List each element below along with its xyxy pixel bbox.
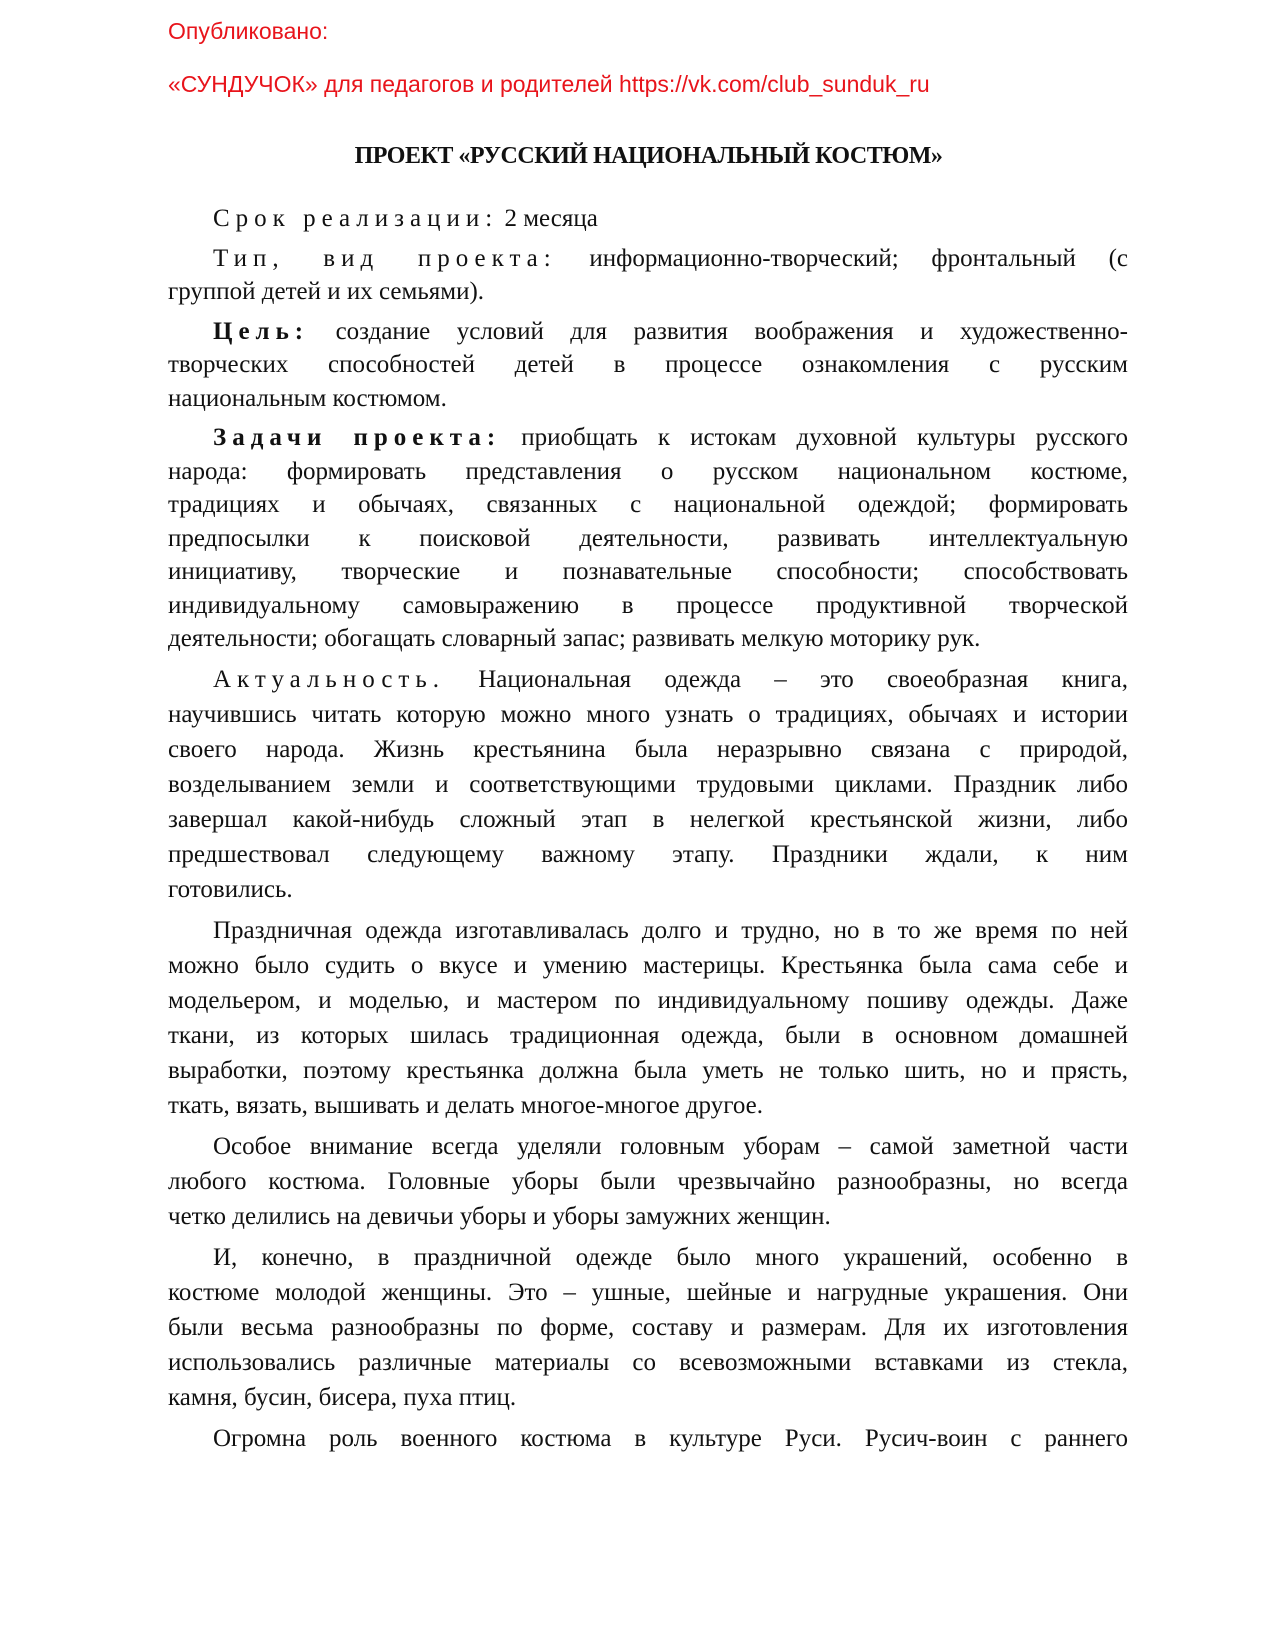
text-line: [168, 275, 1128, 309]
line-text: предшествовал следующему важному этапу. Праздники ждали, к ним: [168, 840, 1128, 868]
line-text: любого костюма. Головные уборы были чрезвычайно разнообразны, но всегда: [168, 1167, 1128, 1195]
text-line: [168, 202, 1128, 236]
text-line: [168, 1088, 1128, 1123]
line-text: Национальная одежда – это своеобразная книга,: [445, 665, 1128, 693]
line-text: 2 месяца: [498, 205, 598, 232]
text-line: [168, 948, 1128, 983]
document-title: ПРОЕКТ «РУССКИЙ НАЦИОНАЛЬНЫЙ КОСТЮМ»: [354, 143, 943, 169]
line-text: выработки, поэтому крестьянка должна была уметь не только шить, но и прясть,: [168, 1056, 1128, 1084]
line-text: группой детей и их семьями).: [168, 278, 485, 305]
line-text: костюме молодой женщины. Это – ушные, шейные и нагрудные украшения. Они: [168, 1278, 1128, 1306]
line-text: деятельности; обогащать словарный запас; развивать мелкую моторику рук.: [168, 625, 981, 652]
line-text: создание условий для развития воображения и художественно-: [309, 317, 1128, 345]
text-line: [168, 555, 1128, 589]
line-text: своего народа. Жизнь крестьянина была неразрывно связана с природой,: [168, 735, 1128, 763]
paragraph-label: Тип, вид проекта:: [213, 244, 557, 272]
text-line: [168, 421, 1128, 455]
line-text: использовались различные материалы со всевозможными вставками из стекла,: [168, 1348, 1128, 1376]
line-text: предпосылки к поисковой деятельности, развивать интеллектуальную: [168, 524, 1128, 552]
text-line: [168, 732, 1128, 767]
paragraph-label: Срок реализации:: [213, 205, 499, 232]
text-line: [168, 1345, 1128, 1380]
paragraph-label: Цель:: [213, 317, 310, 345]
text-line: [168, 348, 1128, 382]
line-text: инициативу, творческие и познавательные способности; способствовать: [168, 558, 1128, 585]
line-text: можно было судить о вкусе и умению мастерицы. Крестьянка была сама себе и: [168, 951, 1128, 979]
line-text: Праздничная одежда изготавливалась долго и трудно, но в то же время по ней: [213, 916, 1128, 944]
text-line: [168, 697, 1128, 732]
paragraph: [168, 421, 1128, 656]
text-line: [168, 315, 1128, 349]
line-text: И, конечно, в праздничной одежде было много украшений, особенно в: [213, 1243, 1128, 1271]
text-line: [168, 382, 1128, 416]
text-line: [168, 913, 1128, 948]
line-text: Огромна роль военного костюма в культуре Руси. Русич-воин с раннего: [213, 1424, 1128, 1452]
published-source: «СУНДУЧОК» для педагогов и родителей https://vk.com/club_sunduk_ru: [168, 71, 930, 97]
line-text: готовились.: [168, 875, 293, 903]
line-text: Особое внимание всегда уделяли головным уборам – самой заметной части: [213, 1132, 1128, 1160]
text-line: [168, 1421, 1128, 1456]
text-line: [168, 872, 1128, 907]
line-text: информационно-творческий; фронтальный (с: [556, 244, 1128, 272]
text-line: [168, 455, 1128, 489]
paragraph: [168, 913, 1128, 1123]
line-text: творческих способностей детей в процессе ознакомления с русским: [168, 351, 1128, 378]
line-text: приобщать к истокам духовной культуры русского: [501, 424, 1128, 451]
text-line: [168, 1275, 1128, 1310]
text-line: [168, 662, 1128, 697]
text-line: [168, 622, 1128, 656]
paragraph: [168, 202, 1128, 236]
paragraph: [168, 315, 1128, 416]
text-line: [168, 1240, 1128, 1275]
line-text: возделыванием земли и соответствующими трудовыми циклами. Праздник либо: [168, 770, 1128, 798]
text-line: [168, 1129, 1128, 1164]
line-text: ткани, из которых шилась традиционная одежда, были в основном домашней: [168, 1021, 1128, 1049]
text-line: [168, 802, 1128, 837]
paragraph: [168, 1240, 1128, 1415]
line-text: завершал какой-нибудь сложный этап в нелегкой крестьянской жизни, либо: [168, 805, 1128, 833]
text-line: [168, 1199, 1128, 1234]
text-line: [168, 242, 1128, 276]
line-text: ткать, вязать, вышивать и делать многое-многое другое.: [168, 1091, 763, 1119]
text-line: [168, 488, 1128, 522]
paragraph-label: Актуальность.: [213, 665, 446, 693]
text-line: [168, 589, 1128, 623]
paragraph: [168, 242, 1128, 309]
text-line: [168, 522, 1128, 556]
text-line: [168, 1310, 1128, 1345]
line-text: четко делились на девичьи уборы и уборы замужних женщин.: [168, 1202, 831, 1230]
text-line: [168, 983, 1128, 1018]
text-line: [168, 1053, 1128, 1088]
line-text: индивидуальному самовыражению в процессе продуктивной творческой: [168, 591, 1128, 619]
text-line: [168, 837, 1128, 872]
paragraph-label: Задачи проекта:: [213, 424, 502, 451]
published-label: Опубликовано:: [168, 18, 329, 44]
paragraph: [168, 1421, 1128, 1456]
paragraph: [168, 1129, 1128, 1234]
document-body: [168, 202, 1128, 1462]
line-text: национальным костюмом.: [168, 384, 447, 412]
paragraph: [168, 662, 1128, 907]
text-line: [168, 1380, 1128, 1415]
line-text: народа: формировать представления о русском национальном костюме,: [168, 457, 1128, 485]
text-line: [168, 1164, 1128, 1199]
line-text: научившись читать которую можно много узнать о традициях, обычаях и истории: [168, 700, 1128, 728]
text-line: [168, 767, 1128, 802]
line-text: традициях и обычаях, связанных с национальной одеждой; формировать: [168, 491, 1128, 518]
line-text: модельером, и моделью, и мастером по индивидуальному пошиву одежды. Даже: [168, 986, 1128, 1014]
text-line: [168, 1018, 1128, 1053]
line-text: были весьма разнообразны по форме, составу и размерам. Для их изготовления: [168, 1313, 1128, 1341]
line-text: камня, бусин, бисера, пуха птиц.: [168, 1383, 517, 1411]
